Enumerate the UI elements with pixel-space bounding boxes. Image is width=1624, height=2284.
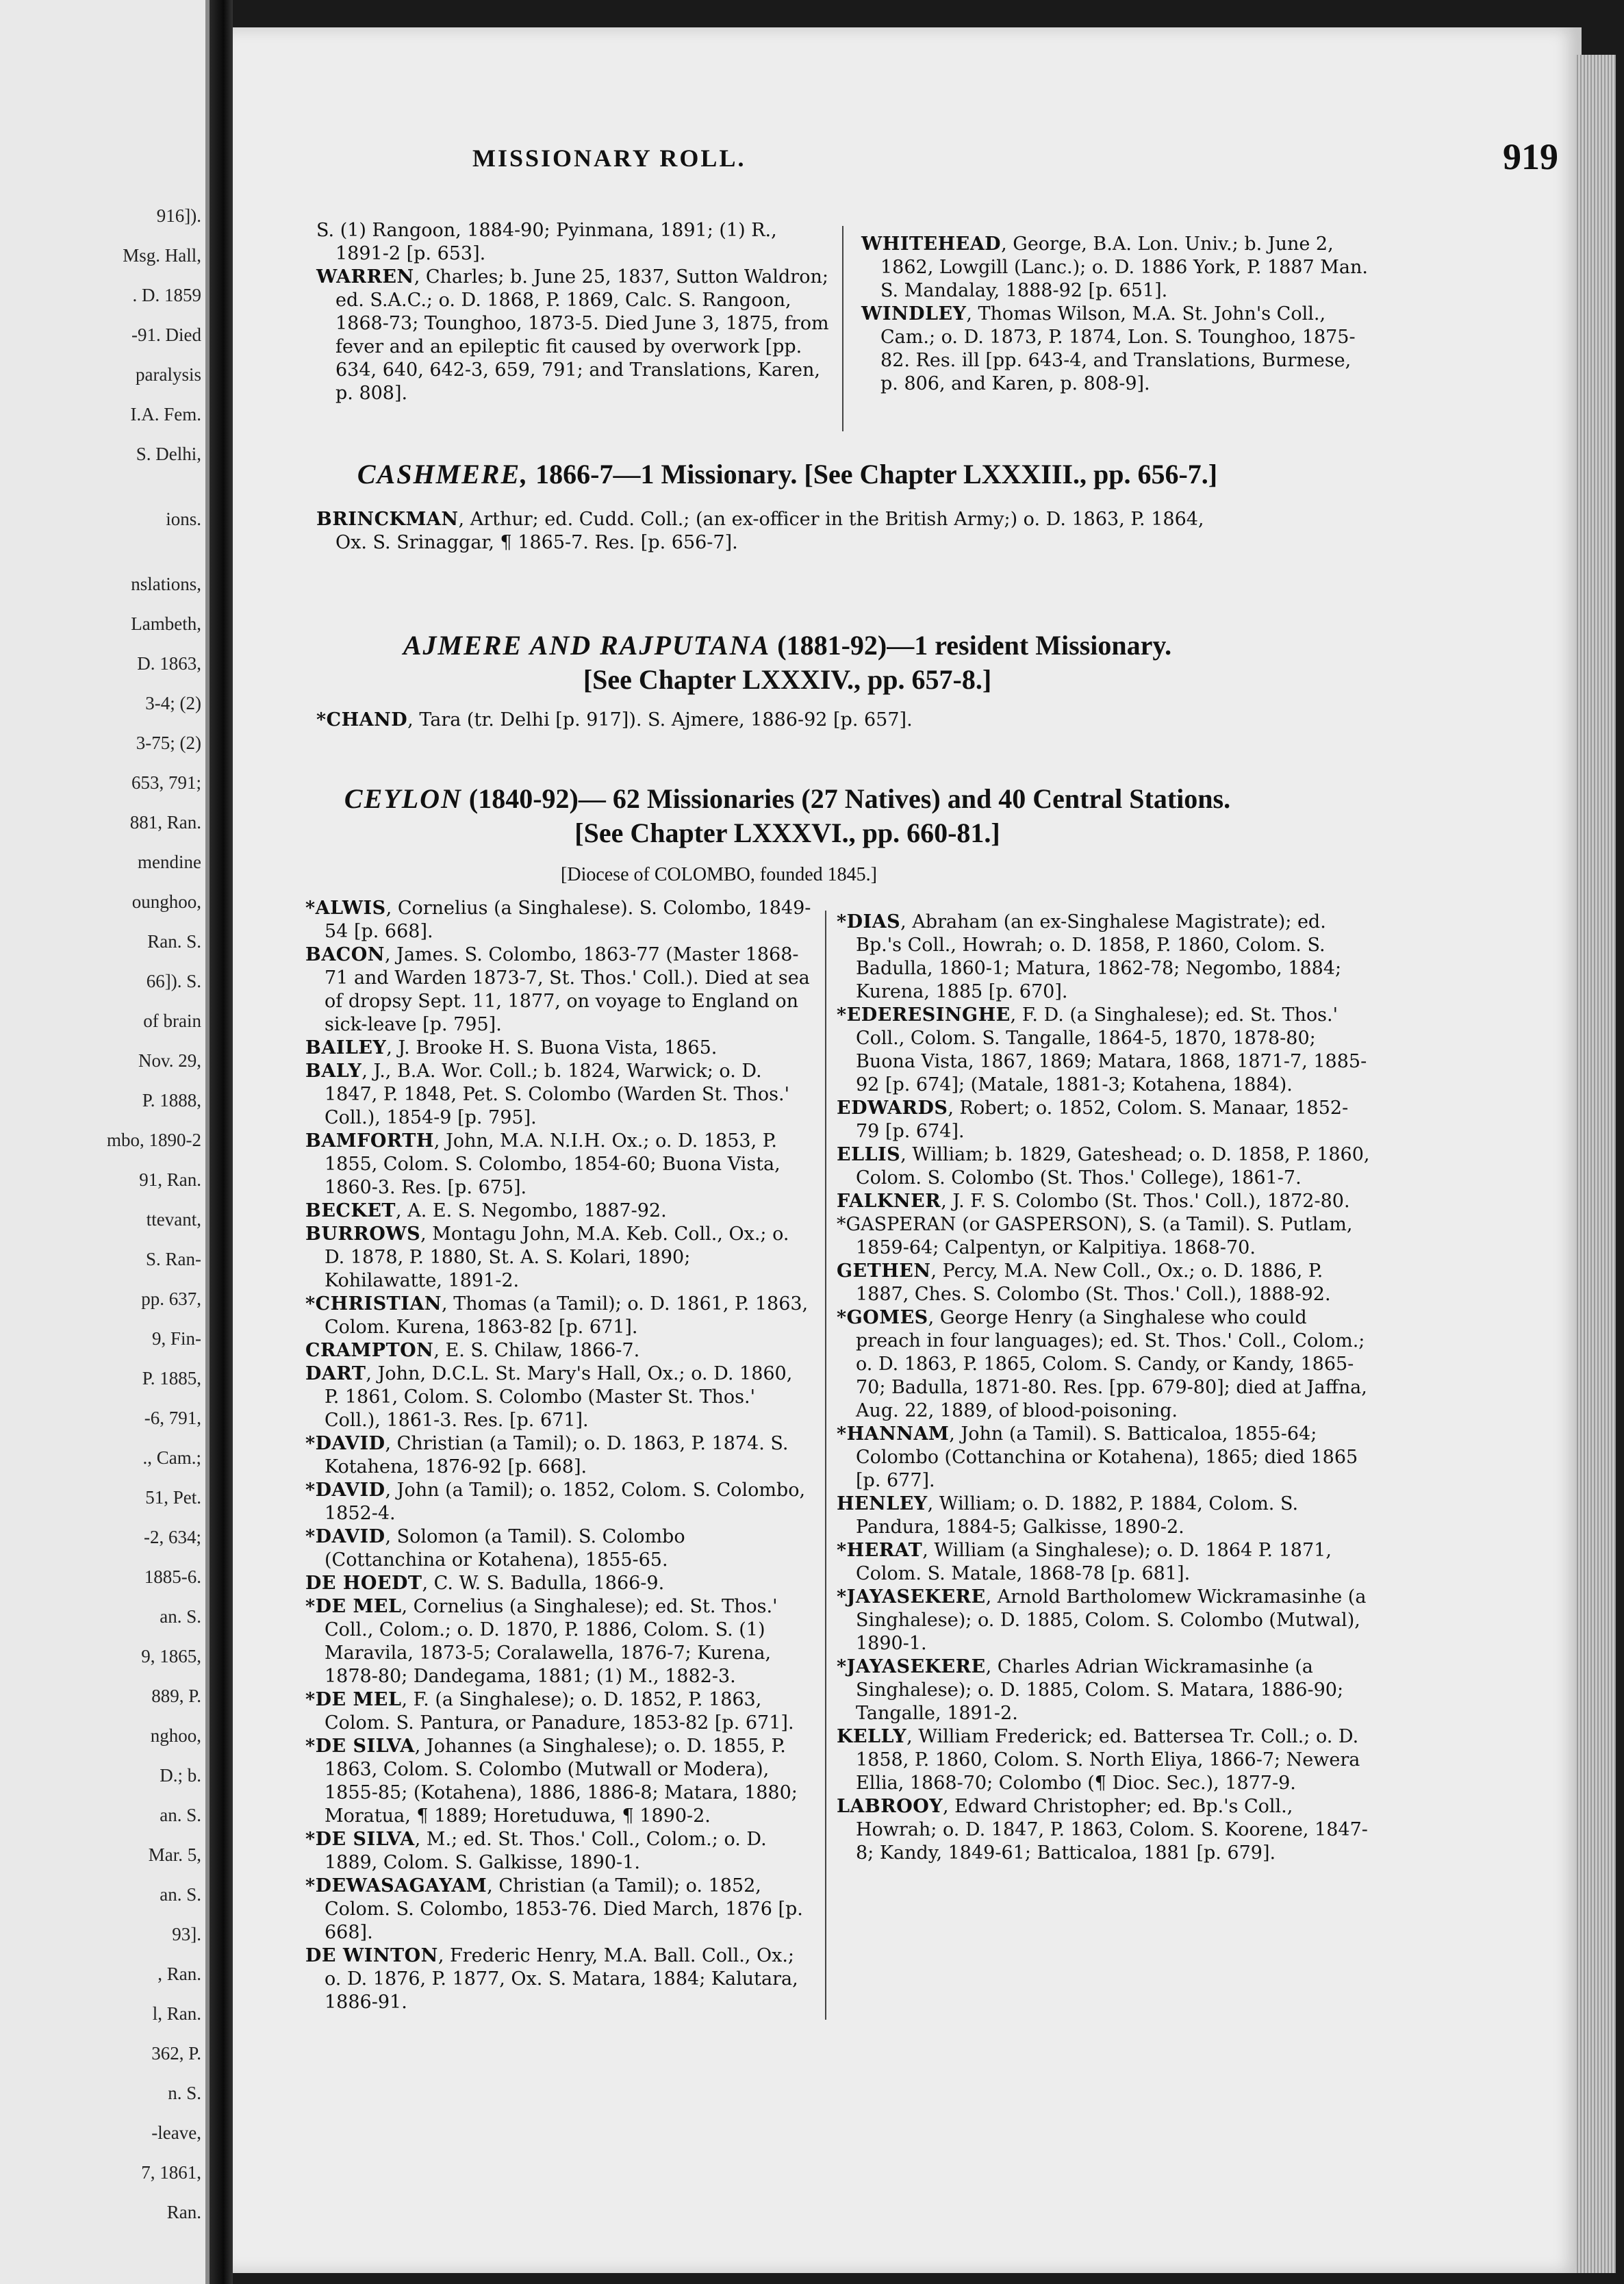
facing-page-line: ounghoo, (131, 891, 201, 912)
entry: ELLIS, William; b. 1829, Gateshead; o. D. 1858, P. 1860, Colom. S. Colombo (St. Thos.' College), 1861-7. (837, 1144, 1370, 1189)
facing-page-line: 889, P. (151, 1686, 201, 1706)
entry: BALY, J., B.A. Wor. Coll.; b. 1824, Warwick; o. D. 1847, P. 1848, Pet. S. Colombo (Warden St. Thos.' Coll.), 1854-9 [p. 795]. (305, 1061, 789, 1128)
entry-continuation: Ox. S. Srinaggar, ¶ 1865-7. Res. [p. 656-7]. (335, 532, 738, 553)
facing-page-line: an. S. (160, 1805, 201, 1825)
entry: *CHAND, Tara (tr. Delhi [p. 917]). S. Ajmere, 1886-92 [p. 657]. (316, 709, 913, 731)
facing-page-line: -2, 634; (144, 1527, 201, 1547)
book-gutter (210, 0, 233, 2284)
column-divider (842, 226, 843, 431)
facing-page-line: D. 1863, (137, 653, 201, 674)
page-number: 919 (1503, 136, 1558, 177)
entry: *DIAS, Abraham (an ex-Singhalese Magistrate); ed. Bp.'s Coll., Howrah; o. D. 1858, P. 1860, Colom. S. Badulla, 1860-1; Matura, 1862-78; Negombo, 1884; Kurena, 1885 [p. 670]. (837, 911, 1342, 1002)
facing-page-line: P. 1885, (142, 1368, 201, 1388)
entry: CRAMPTON, E. S. Chilaw, 1866-7. (305, 1340, 640, 1361)
entry: LABROOY, Edward Christopher; ed. Bp.'s Coll., Howrah; o. D. 1847, P. 1863, Colom. S. Koorene, 1847-8; Kandy, 1849-61; Batticaloa, 1881 [p. 679]. (837, 1796, 1368, 1864)
entry: *DE SILVA, M.; ed. St. Thos.' Coll., Colom.; o. D. 1889, Colom. S. Galkisse, 1890-1. (305, 1829, 767, 1873)
facing-page-line: -6, 791, (144, 1408, 201, 1428)
top-left-column (316, 219, 830, 405)
entry: *DEWASAGAYAM, Christian (a Tamil); o. 1852, Colom. S. Colombo, 1853-76. Died March, 1876 [p. 668]. (305, 1875, 803, 1943)
facing-page-line: mendine (138, 852, 201, 872)
facing-page-line: Lambeth, (131, 613, 201, 634)
facing-page-line: 9, 1865, (141, 1646, 201, 1666)
facing-page-line: mbo, 1890-2 (107, 1130, 201, 1150)
facing-page-line: -leave, (151, 2122, 201, 2143)
entry: *DE SILVA, Johannes (a Singhalese); o. D. 1855, P. 1863, Colom. S. Colombo (Mutwall or Modera), 1855-85; (Kotahena), 1886, 1886-8; Matara, 1880; Moratua, ¶ 1889; Horetuduwa, ¶ 1890-2. (305, 1736, 798, 1827)
running-title: MISSIONARY ROLL. (472, 144, 746, 172)
entry: KELLY, William Frederick; ed. Battersea Tr. Coll.; o. D. 1858, P. 1860, Colom. S. North Eliya, 1866-7; Newera Ellia, 1868-70; Colombo (¶ Dioc. Sec.), 1877-9. (837, 1726, 1360, 1794)
entry: *HERAT, William (a Singhalese); o. D. 1864 P. 1871, Colom. S. Matale, 1868-78 [p. 681]. (837, 1540, 1332, 1584)
entry: *GOMES, George Henry (a Singhalese who could preach in four languages); ed. St. Thos.' Coll., Colom.; o. D. 1863, P. 1865, Colom. S. Candy, or Kandy, 1865-70; Badulla, 1871-80. Res. [pp. 679-80]; died at Jaffna, Aug. 22, 1889, of blood-poisoning. (837, 1307, 1367, 1421)
facing-page-line: paralysis (136, 364, 201, 385)
facing-page-line: 93]. (172, 1924, 201, 1944)
section-heading-ajmere: AJMERE AND RAJPUTANA (1881-92)—1 resident Missionary. (403, 630, 1172, 661)
facing-page-line: 362, P. (151, 2043, 201, 2064)
column-divider (825, 911, 826, 2020)
facing-page-line: Nov. 29, (138, 1050, 201, 1071)
entry: BAILEY, J. Brooke H. S. Buona Vista, 1865. (305, 1037, 718, 1058)
entry: *ALWIS, Cornelius (a Singhalese). S. Colombo, 1849-54 [p. 668]. (305, 898, 811, 942)
entry: *JAYASEKERE, Charles Adrian Wickramasinhe (a Singhalese); o. D. 1885, Colom. S. Matara, 1886-90; Tangalle, 1891-2. (837, 1656, 1344, 1724)
facing-page-line: D.; b. (160, 1765, 201, 1786)
entry: EDWARDS, Robert; o. 1852, Colom. S. Manaar, 1852-79 [p. 674]. (837, 1097, 1349, 1142)
entry: *DAVID, Christian (a Tamil); o. D. 1863, P. 1874. S. Kotahena, 1876-92 [p. 668]. (305, 1433, 789, 1477)
facing-page-line: 51, Pet. (145, 1487, 201, 1508)
facing-page-line: ions. (166, 509, 201, 529)
facing-page-line: ., Cam.; (142, 1447, 201, 1468)
facing-page-line: -91. Died (131, 325, 201, 345)
diocese-note: [Diocese of COLOMBO, founded 1845.] (561, 864, 877, 885)
entry: DART, John, D.C.L. St. Mary's Hall, Ox.; o. D. 1860, P. 1861, Colom. S. Colombo (Master St. Thos.' Coll.), 1861-3. Res. [p. 671]. (305, 1363, 793, 1431)
entry: BAMFORTH, John, M.A. N.I.H. Ox.; o. D. 1853, P. 1855, Colom. S. Colombo, 1854-60; Buona Vista, 1860-3. Res. [p. 675]. (305, 1130, 781, 1198)
facing-page-line: S. Ran- (146, 1249, 201, 1269)
chapter-reference: [See Chapter LXXXIV., pp. 657-8.] (583, 664, 992, 695)
facing-page-line: n. S. (168, 2083, 201, 2103)
facing-page-line: of brain (143, 1011, 201, 1031)
chapter-reference: [See Chapter LXXXVI., pp. 660-81.] (574, 817, 1000, 848)
entry: HENLEY, William; o. D. 1882, P. 1884, Colom. S. Pandura, 1884-5; Galkisse, 1890-2. (837, 1493, 1299, 1538)
entry: WINDLEY, Thomas Wilson, M.A. St. John's Coll., Cam.; o. D. 1873, P. 1874, Lon. S. Tounghoo, 1875-82. Res. ill [pp. 643-4, and Translations, Burmese, p. 806, and Karen, p. 808-9]. (861, 303, 1356, 394)
facing-page-line: l, Ran. (152, 2003, 201, 2024)
entry: *JAYASEKERE, Arnold Bartholomew Wickramasinhe (a Singhalese); o. D. 1885, Colom. S. Colombo (Mutwal), 1890-1. (837, 1586, 1367, 1654)
facing-page-line: Mar. 5, (148, 1844, 201, 1865)
facing-page-line: an. S. (160, 1606, 201, 1627)
facing-page-line: nslations, (131, 574, 201, 594)
entry: BACON, James. S. Colombo, 1863-77 (Master 1868-71 and Warden 1873-7, St. Thos.' Coll.). Died at sea of dropsy Sept. 11, 1877, on voyage to England on sick-leave [p. 795]. (305, 944, 810, 1035)
entry: *CHRISTIAN, Thomas (a Tamil); o. D. 1861, P. 1863, Colom. Kurena, 1863-82 [p. 671]. (305, 1293, 809, 1338)
facing-page-line: . D. 1859 (132, 285, 201, 305)
facing-page-line: , Ran. (157, 1964, 201, 1984)
entry: WHITEHEAD, George, B.A. Lon. Univ.; b. June 2, 1862, Lowgill (Lanc.); o. D. 1886 York, P. 1887 Man. S. Mandalay, 1888-92 [p. 651]. (861, 233, 1368, 301)
top-right-column (861, 233, 1368, 396)
ceylon-right-column (837, 911, 1371, 1865)
facing-page-line: 66]). S. (146, 971, 201, 991)
entry: BURROWS, Montagu John, M.A. Keb. Coll., Ox.; o. D. 1878, P. 1880, St. A. S. Kolari, 1890; Kohilawatte, 1891-2. (305, 1223, 789, 1291)
facing-page-line: 916]). (156, 205, 201, 226)
entry: *GASPERAN (or GASPERSON), S. (a Tamil). S. Putlam, 1859-64; Calpentyn, or Kalpitiya. 1868-70. (837, 1214, 1353, 1258)
ceylon-left-column (305, 897, 812, 2014)
entry: S. (1) Rangoon, 1884-90; Pyinmana, 1891; (1) R., 1891-2 [p. 653]. (316, 220, 777, 264)
facing-page-line: pp. 637, (141, 1289, 201, 1309)
section-heading-cashmere: CASHMERE, 1866-7—1 Missionary. [See Chapter LXXXIII., pp. 656-7.] (357, 459, 1218, 490)
entry: DE WINTON, Frederic Henry, M.A. Ball. Coll., Ox.; o. D. 1876, P. 1877, Ox. S. Matara, 1884; Kalutara, 1886-91. (305, 1945, 798, 2013)
entry: *DAVID, John (a Tamil); o. 1852, Colom. S. Colombo, 1852-4. (305, 1480, 806, 1524)
entry: WARREN, Charles; b. June 25, 1837, Sutton Waldron; ed. S.A.C.; o. D. 1868, P. 1869, Calc. S. Rangoon, 1868-73; Tounghoo, 1873-5. Died June 3, 1875, from fever and an epileptic fit caused by overwork [pp. 634, 640, 642-3, 659, 791; and Translations, Karen, p. 808]. (316, 266, 829, 404)
entry: *DE MEL, F. (a Singhalese); o. D. 1852, P. 1863, Colom. S. Pantura, or Panadure, 1853-82 [p. 671]. (305, 1689, 794, 1734)
facing-page-line: an. S. (160, 1884, 201, 1905)
facing-page-line: 653, 791; (131, 772, 201, 793)
entry: FALKNER, J. F. S. Colombo (St. Thos.' Coll.), 1872-80. (837, 1191, 1350, 1212)
facing-page-fragment (0, 0, 210, 2284)
facing-page-line: nghoo, (150, 1725, 201, 1746)
entry: *DAVID, Solomon (a Tamil). S. Colombo (Cottanchina or Kotahena), 1855-65. (305, 1526, 685, 1571)
facing-page-line: S. Delhi, (136, 444, 201, 464)
facing-page-line: 3-75; (2) (136, 733, 201, 753)
facing-page-line: Ran. (166, 2202, 201, 2222)
entry: DE HOEDT, C. W. S. Badulla, 1866-9. (305, 1573, 665, 1594)
entry: BECKET, A. E. S. Negombo, 1887-92. (305, 1200, 667, 1221)
facing-page-line: I.A. Fem. (130, 404, 201, 424)
facing-page-line: 1885-6. (144, 1566, 201, 1587)
page-edges (1575, 55, 1616, 2273)
facing-page-line: 881, Ran. (129, 812, 201, 833)
facing-page-line: 3-4; (2) (145, 693, 201, 713)
facing-page-line: ttevant, (146, 1209, 201, 1230)
facing-page-line: P. 1888, (142, 1090, 201, 1111)
facing-page-line: 9, Fin- (151, 1328, 201, 1349)
facing-page-line: 91, Ran. (139, 1169, 201, 1190)
facing-page-line: Msg. Hall, (123, 245, 201, 266)
section-heading-ceylon: CEYLON (1840-92)— 62 Missionaries (27 Natives) and 40 Central Stations. (344, 783, 1231, 814)
facing-page-line: 7, 1861, (141, 2162, 201, 2183)
entry: BRINCKMAN, Arthur; ed. Cudd. Coll.; (an ex-officer in the British Army;) o. D. 1863, P. 1864, (316, 509, 1204, 530)
entry: *DE MEL, Cornelius (a Singhalese); ed. St. Thos.' Coll., Colom.; o. D. 1870, P. 1886, Colom. S. (1) Maravila, 1873-5; Coralawella, 1876-7; Kurena, 1878-80; Dandegama, 1881; (1) M., 1882-3. (305, 1596, 778, 1687)
entry: *HANNAM, John (a Tamil). S. Batticaloa, 1855-64; Colombo (Cottanchina or Kotahena), 1865; died 1865 [p. 677]. (837, 1423, 1358, 1491)
entry: GETHEN, Percy, M.A. New Coll., Ox.; o. D. 1886, P. 1887, Ches. S. Colombo (St. Thos.' Coll.), 1888-92. (837, 1260, 1331, 1305)
facing-page-line: Ran. S. (147, 931, 201, 952)
entry: *EDERESINGHE, F. D. (a Singhalese); ed. St. Thos.' Coll., Colom. S. Tangalle, 1864-5, 1870, 1878-80; Buona Vista, 1867, 1869; Matara, 1868, 1871-7, 1885-92 [p. 674]; (Matale, 1881-3; Kotahena, 1884). (837, 1004, 1367, 1095)
